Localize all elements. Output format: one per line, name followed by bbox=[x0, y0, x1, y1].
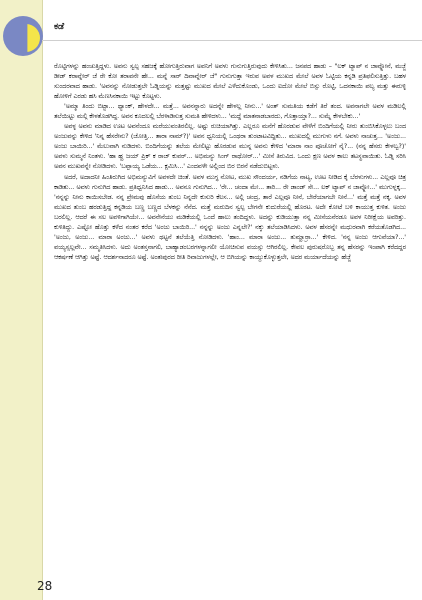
paragraph: ಅವಳ್ಳ ಅವನು ಮಾಡಿದ ಊಟ ಅವನೆಂದೂ ಮರೆಯುವಂತಿರಲಿಲ್ಲ. ಅಷ್ಟು ರುಚಿಯಾಗಿತ್ತು. ಎಲ್ಲರೂ ಮನೆಗೆ ಹೊರಡುವ ವೇಳೆಗೆ ಬಿಂದಿಗೆಯಲ್ಲಿ ನೀರು ತುಂಬಿಸಿಕೊಳ್ಳಲು ಬಂದ ಅಂಜುವನ್ನು ಕೇಳಿದ 'ನಿನ್ನ ಹೆಸರೇನು? (ಜೋತ್ತಿ... ತಾರಾ ನಾಮ್?)' ಅವನ ಧ್ವನಿಯಲ್ಲಿ ಒಂಥರಾ ತುಂಟಾಟವಿದ್ದಿತು... ಮುಖದಲ್ಲಿ ಮುಗುಳು ನಗೆ. ಅವಳು ನಾಚುತ್ತ... 'ಅಂಜು... ಅಂಜು ಬಾಯಿರಿ...' ಮೆಲುವಾಗಿ ನುಡಿದಳು. ಬಿಂದಿಗೆಯನ್ನು ತಲೆಯ ಮೇಲಿಟ್ಟು ಹೊರಡುವ ಮುನ್ನ ಅವನು ಕೇಳಿದ 'ಮಾರಾ ನಾಂ ಪೂಚೋಗೆ ನೈ?... (ನನ್ನ ಹೆಸರು ಕೇಳಲ್ವ?)' ಅವಳು ಸುಮ್ಮನೆ ನಿಂತಳು. 'ಹಾ ಹ್ಹ ಜಯ್ ಪ್ರಿಕ್ ಕ ರಾಜ್ ಕುವರ್... ಅಭಿಮನ್ಯು ಸಿಂಗ್ ರಾಥೋರ್...' ಮೀಸೆ ತಿರುವಿದ. ಒಂದು ಕ್ಷಣ ಅವಳ ಕಾಲು ತಟಸ್ಥವಾಯಿತು. ಓಡ್ನಿ ಸರಿಸಿ ಅವನ ಮುಖವನ್ನೇ ನೋಡಿದಳು. 'ಬಪ್ಪಾಯ್ಯ ಒಡೆಯ... ಕ್ಷಮಿಸಿ...' ಎಂದವಳೇ ಅಲ್ಲಿಂದ ಬಿರ ಬಿರನೆ ನಡೆದುಬಿಟ್ಟಳು. bbox=[54, 123, 406, 171]
running-header-title: ಕಡೆ bbox=[54, 22, 65, 32]
page-number: 28 bbox=[37, 579, 53, 593]
body-text bbox=[54, 62, 406, 263]
margin-divider bbox=[42, 0, 43, 600]
paragraph: 'ಅಮ್ಮಾ ತಿಂದು ಬಿಟ್ಟಾ... ಥ್ಯಾಂಕ್, ಹೇಳದೇ... ಮತ್ತೆ... ಅವನನ್ನಾರು ಅದನ್ನೇ ಹೇಳಲ್ಲ ನೀನು...' ಅಂತ್ ಸುಮತಿಯ ಕಡೆಗೆ ತಿರೆ ತಂದ. ಅವನಾಗಲೇ ಅವಳ ಮಡಿಲಲ್ಲಿ ತಲೆಯಿಟ್ಟು ಮಲ್ಗಿ ಕೇಳತೊಡಗಿದ್ದ. ಅವನ ಕೂದಲಲ್ಲಿ ಬೆರಳಾಡಿಸುತ್ತ ಸುಮತಿ ಹೇಳಿದಳು... 'ಮದ್ದೆ ಮಾತನಾಡಬಾರದು, ಗೊತ್ತಾಯ್ತಾ?... ಸುಮ್ನೆ ಕೇಳಬೇಕು...' bbox=[54, 103, 406, 121]
paragraph: ರೊಟ್ಟಿಗಳನ್ನು ಹಂಚುತ್ತಿದ್ದಳು. ಅವನು ಸ್ವಲ್ಪ ಸಹಜಕ್ಕೆ ಹೋಗುತ್ತಿರುವಾಗ ಅವನಿಗೆ ಅವಳು ಗುನುಗುತ್ತಿರುವುದು ಕೇಳಿಸಿತು... ಜನಪದ ಹಾಡು – "ಲಕ್ ಟ್ಯಾಪ್ ನ ಜಾವ್ನೋನೆ, ಮಜ್ಜೆ ಡೀಡ್ ಕರಾವ್ನೇರ್ ಜೆ ರೇ ಕೋ ತರಾವನೇ ಹೇ... ಮನ್ನೆ ಸಾರ್ ದಿವಾವ್ನೇರ್ ಜೆ" ಗುನುಗುತ್ತಾ ಇರುವ ಅವಳ ಮುಖದ ಮೇಲೆ ಅವಳ ಓಟ್ಟಿಯ ಕನ್ನಡಿ ಪ್ರತಿಫಲಿಸುತ್ತಿತ್ತು. ಬಹಳ ಸುಂದರವಾದ ಹಾಡು. 'ಅವನನ್ನು ನೋಡುತ್ತಲೇ ಓಡ್ನಿಯನ್ನು ಮತ್ತಷ್ಟು ಮುಖದ ಮೇಲೆ ಎಳೆದುಕೊಂಡು, ಒಂದು ಐದೋ ಮೇಲೆ ಬಿಸ್ಸು ರೊಟ್ಟಿ, ಒದನಕಾಯಿ ಪಲ್ಯ ಮತ್ತು ಈರುಳ್ಳಿ ಹೋಳಿಗೆ ಎರಡು ಹಸಿ ಮೆಣಸಿನಕಾಯಿ ಇಟ್ಟು ಕೊಟ್ಟಳು. bbox=[54, 63, 406, 101]
header-rule bbox=[42, 40, 422, 41]
paragraph: ಅದರೆ, ಅದಾದನೀ ಹಿಂತಿರುಗಿದ ಅಭಿಮನ್ಯುವಿಗೆ ಅವಳದೇ ಚಿಂತೆ. ಅವಳ ಮುಗ್ಧ ನೋಟ, ಮುಖ ಸೌಂದರ್ಯ, ನಡಿಗೆಯ ನಾಟ್ಯ, ಊಟ ನೀಡಿದ ಕೈ ಬೆರಳುಗಳು... ಎಲ್ಲವೂ ಚಿತ್ರ ಕಾಡಿತು... ಅವಳು ಗುನುಗಿದ ಹಾಡು. ಪ್ರತಿಧ್ವನಿಸಿದ ಹಾಡು... ಅವನೂ ಗುನುಗಿದ... 'ರೇ... ಚಂದಾ ಮೇ... ತಾರಿ... ರೇ ಡಾಂಡ್ ಸೇ... ಲಕ್ ಟ್ಯಾಪ್ ನ ಜಾವ್ನೋ...' ಮುಗುಳ್ನಕ್ಕ... 'ನನ್ನನ್ನು ನೀನು ಕಾಯಿಸಬೇಡ. ನನ್ನ ಪ್ರೇಮವು ಹೊಸೆಯ ತುಂಬ ನಿನ್ನದೇ ಕುಸುರಿ ಕೆಲಸ... ಅಲ್ಲಿ ಚಂದ್ರ, ತಾರೆ ಎಲ್ಲವೂ ನೀನೆ, ಬೇರೆಯಾಗಬೇ ನೀನೆ...' ಮತ್ತೆ ಮತ್ತೆ ನಕ್ಕ. ಅವಳ ಮುಖದ ತುಂಬ ಹರಡುತ್ತಿದ್ದ ಕನ್ನಡಿಯ ಬಣ್ಣ ಬಣ್ಣದ ಬೆಳಕನ್ನು ನೆನೆದ. ಮತ್ತೆ ಮರುದಿನ ಸ್ವಲ್ಪ ಬೇಗನೇ ಕುದುರೆಯಲ್ಲಿ ಹೊರಟ. ಅದೇ ಕೋಟೆ ಬಳಿ ಕಾಯುತ್ತ ಕುಳಿತ. ಅಂಜು ಬರಲಿಲ್ಲ. ಆದರೆ ಈ ಸಲ ಅವಳಿಗಾಗಿಯೇ... ಅವನೇನೆಯು ಮಡಿಕೆಯಲ್ಲಿ ಒಂದೆ ಹಾಲು ತಂದಿದ್ದಳು. ಅದನ್ನು ಕುಡಿಯುತ್ತಾ ನನ್ನ ಮೀಸೆಯನೆರಡೂ ಅವಳ ನಿರೀಕ್ಷೆಯ ಅವರಿತ್ತು. ಕುಳಿತಿದ್ದು. ಎಷ್ಟೋ ಹೊತ್ತು ಕಳೆದ ನಂತರ ಕರೆದ 'ಅಂಜು ಬಾಯಿರಿ...' ನನ್ನನ್ನು ಅಂಜು ಎನ್ನಲೇ?' ನಕ್ಕು ತಲೆಯಾಡಿಸಿದಳು. ಅವಳ ಹೆಸರನ್ನೇ ಮಧುರವಾಗಿ ಕರೆಯತೊಡಗಿದ... 'ಅಂಜು, ಅಂಜು... ಮಾರಾ ಅಂಜು...' ಅವಳು ಥಟ್ಟನೆ ತಲೆಯೆತ್ತಿ ನೋಡಿದಳು. 'ಹಾಂ... ಮಾರಾ ಅಂಜು... ತುಮ್ಹಾರ್ರಾ...' ಕೇಳಿದ. 'ನನ್ನ ಅಂಜು ಆಗುವೆಯಾ?...' ವಯ್ಯಸ್ಸಲ್ಲವೇ... ಸಮ್ಮತಿಸಿದಳು. ಅದು ಅಂತಸ್ತನಾಗಲಿ, ಬಾಹ್ಯಾಡಂಬರಗಳನ್ನಾಗಲೀ ಯೋಚಿಸುವ ವಯಸ್ಸು ಆಗಿರಲಿಲ್ಲ. ಕೇವಲ ಪುರುಷರೊಬ್ಬ ತನ್ನ ಹೆಸರನ್ನು ಇಂಪಾಗಿ ಕರೆದದ್ದರ ಆಕರ್ಷಣೆ ಆಗಿತ್ತು ಅಷ್ಟೆ. ಆದರ್ಶನಾದರೂ ಅಷ್ಟೆ. ಅಂತಃಪುರದ ರೀತಿ ರಿವಾಜುಗಳಲ್ಲೇ, ಆ ಬಿಗಿಯನ್ನು ಕಾಯ್ದುಕೊಳ್ಳುತ್ತಲೇ, ಅದರ ಮರ್ಯಾದೆಯನ್ನು ಹೆಜ್ಜೆ bbox=[54, 173, 406, 261]
left-margin-band bbox=[0, 0, 42, 600]
